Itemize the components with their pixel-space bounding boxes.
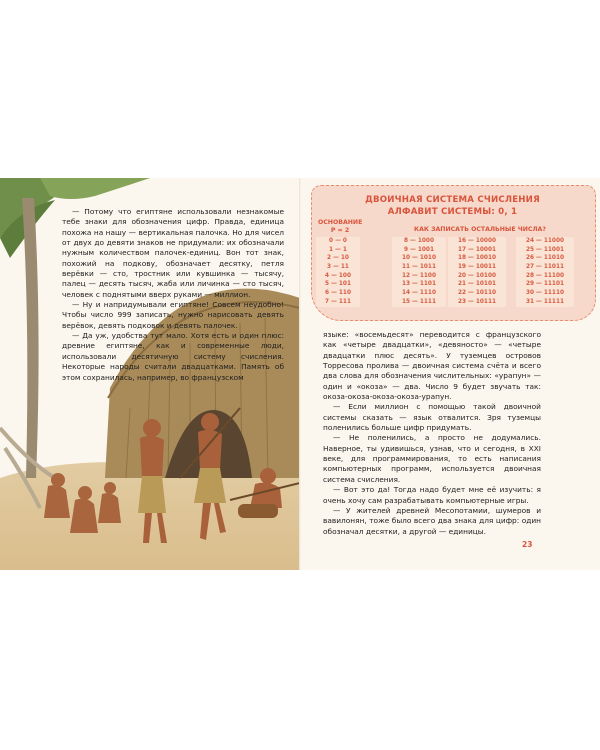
binary-cell: 13 — 1101 [401,281,437,288]
binary-cell: 30 — 11110 [525,290,565,297]
right-paragraph-1: языке: «восемьдесят» переводится с французского как «четыре двадцатки», «девяносто» — «четыре двадцатки плюс десять». У туземцев островов Торресова пролива — двоичная система счёта и всего два слова для обозначения числительных: «урапун» — один и «окоза» — два. Число 9 будет звучать так: окоза-окоза-окоза-окоза-урапун. [323,330,541,402]
binary-cell: 23 — 10111 [457,298,497,305]
binary-cell: 14 — 1110 [401,290,437,297]
binary-cell: 24 — 11000 [525,238,565,244]
binary-cell: 29 — 11101 [525,281,565,288]
binary-cell: 16 — 10000 [457,238,497,244]
binary-cell: 6 — 110 [325,290,351,297]
binary-cell: 10 — 1010 [401,255,437,262]
binary-cell: 15 — 1111 [401,298,437,305]
page-number: 23 [522,540,533,549]
right-paragraph-2: — Если миллион с помощью такой двоичной системы сказать — язык отвалится. Зря туземцы поленились больше цифр придумать. [323,402,541,433]
binary-cell: 11 — 1011 [401,264,437,271]
left-paragraph-1: — Потому что египтяне использовали незнакомые тебе знаки для обозначения цифр. Правда, единица похожа на нашу — вертикальная палочка. Но для чисел от двух до девяти знаков не придумали: их обозначали нужным количеством палочек-единиц. Вон тот знак, похожий на подкову, обозначает десятку, петля верёвки — сто, тростник или кувшинка — тысячу, палец — десять тысяч, жаба или личинка — сто тысяч, человек с поднятыми вверх руками — миллион. [62,207,284,299]
binary-cell: 28 — 11100 [525,272,565,279]
binary-column-3 [448,237,506,307]
book-gutter [299,178,301,570]
binary-cell: 17 — 10001 [457,246,497,253]
binary-column-4 [516,237,574,307]
binary-cell: 19 — 10011 [457,264,497,271]
base-label-line-2: P = 2 [330,227,350,234]
right-paragraph-3: — Не поленились, а просто не додумались. Наверное, ты удивишься, узнав, что и сегодня, в XXI веке, для программирования, то есть написания компьютерных программ, используется двоичная система счисления. [323,433,541,484]
binary-cell: 3 — 11 [327,264,349,271]
binary-cell: 20 — 10100 [457,272,497,279]
box-title-line-2: АЛФАВИТ СИСТЕМЫ: 0, 1 [387,207,518,217]
binary-cell: 26 — 11010 [525,255,565,262]
binary-cell: 1 — 1 [329,246,347,253]
binary-cell: 22 — 10110 [457,290,497,297]
binary-cell: 31 — 11111 [525,298,565,305]
binary-cell: 2 — 10 [327,255,349,262]
binary-column-1 [316,237,360,307]
box-title-line-1: ДВОИЧНАЯ СИСТЕМА СЧИСЛЕНИЯ [365,195,540,205]
binary-cell: 4 — 100 [325,272,351,279]
binary-cell: 7 — 111 [325,298,351,305]
question-label: КАК ЗАПИСАТЬ ОСТАЛЬНЫЕ ЧИСЛА? [414,226,546,233]
right-page-text [323,330,541,537]
left-paragraph-3: — Да уж, удобства тут мало. Хотя есть и один плюс: древние египтяне, как и современные люди, использовали десятичную систему счисления. Некоторые народы считали двадцатками. Память об этом сохранилась, например, во французском [62,331,284,382]
left-page-text [62,207,284,383]
left-paragraph-2: — Ну и напридумывали египтяне! Совсем неудобно! Чтобы число 999 записать, нужно нарисовать девять верёвок, девять подковок и девять палочек. [62,300,284,330]
binary-cell: 5 — 101 [325,281,351,288]
binary-cell: 0 — 0 [329,238,347,244]
binary-cell: 25 — 11001 [525,246,565,253]
binary-cell: 12 — 1100 [401,272,437,279]
binary-cell: 18 — 10010 [457,255,497,262]
binary-cell: 8 — 1000 [403,238,434,244]
binary-column-2 [392,237,446,307]
base-label-line-1: ОСНОВАНИЕ [318,219,363,226]
binary-cell: 21 — 10101 [457,281,497,288]
binary-cell: 27 — 11011 [525,264,565,271]
binary-cell: 9 — 1001 [403,246,434,253]
right-paragraph-5: — У жителей древней Месопотамии, шумеров и вавилонян, тоже было всего два знака для цифр: один обозначал десятки, а другой — единицы. [323,505,541,536]
right-paragraph-4: — Вот это да! Тогда надо будет мне её изучить: я очень хочу сам разрабатывать компьютерные игры. [323,485,541,505]
